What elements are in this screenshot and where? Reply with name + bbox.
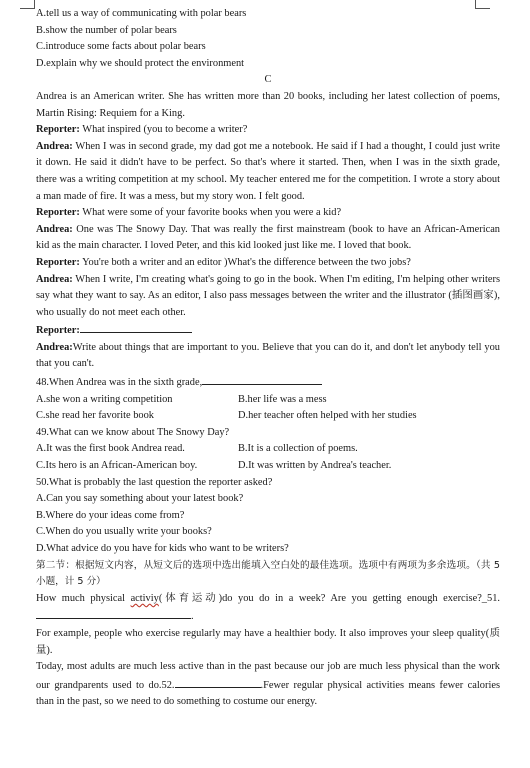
prev-option-d: D.explain why we should protect the environment	[36, 57, 245, 69]
speech-text: What inspired (you to become a writer?	[79, 124, 248, 136]
section-letter: C	[264, 74, 272, 86]
question-48-options-row-1	[36, 392, 500, 409]
question-48-stem: 48.When Andrea was in the sixth grade,	[36, 373, 500, 392]
option-a[interactable]: A.she won a writing competition	[36, 393, 173, 405]
speaker-label: Reporter:	[36, 124, 80, 136]
speech-text: One was The Snowy Day. That was really the first mainstream (book to have an African-American kid as the main character. I loved Peter, and this kid looked just like me. I loved that book.	[36, 223, 500, 252]
passage-paragraph-3: Today, most adults are much less active than in the past because our job are much less physical than the work our grandparents used to do.52. .Fewer regular physical activities means fewer calories than in the past, so we need to do something to costume our energy.	[36, 661, 500, 708]
question-50-stem: 50.What is probably the last question the reporter asked?	[36, 476, 273, 488]
option-a[interactable]: A.It was the first book Andrea read.	[36, 443, 185, 455]
speaker-label: Reporter:	[36, 325, 80, 337]
speech-text: Write about things that are important to you. Believe that you can do it, and don't let anybody tell you that you can't.	[36, 341, 500, 370]
question-49-options-row-2	[36, 458, 500, 475]
speech-text: When I was in second grade, my dad got me a notebook. He said if I had a thought, I could just write it down. He said it didn't have to be perfect. So that's where it started. Then, when I was in the sixth grade, there was a writing competition at my school. My teacher entered me for the competition. I wrote a story about a man made of fire. It was a mess, but my story won. I felt good.	[36, 140, 500, 202]
speaker-label: Andrea:	[36, 140, 73, 152]
interview-turn-4	[36, 222, 500, 255]
option-c[interactable]: C.she read her favorite book	[36, 410, 155, 422]
interview-turn-8	[36, 340, 500, 373]
interview-turn-3	[36, 205, 500, 222]
option-b[interactable]: B.Where do your ideas come from?	[36, 509, 185, 521]
crop-mark-right	[475, 0, 490, 9]
option-a[interactable]: A.Can you say something about your latest book?	[36, 493, 244, 505]
interview-turn-2	[36, 139, 500, 205]
option-c[interactable]: C.Its hero is an African-American boy.	[36, 460, 198, 472]
speaker-label: Reporter:	[36, 256, 80, 268]
speaker-label: Andrea:	[36, 223, 73, 235]
option-d[interactable]: D.What advice do you have for kids who want to be writers?	[36, 543, 289, 554]
speaker-label: Andrea:	[36, 341, 73, 353]
section-2-instructions: 第二节：根据短文内容，从短文后的选项中选出能填入空白处的最佳选项。选项中有两项为多余选项。（共 5 小题，计 5 分）	[36, 559, 500, 588]
answer-blank-52[interactable]	[175, 676, 261, 688]
speaker-label: Andrea:	[36, 273, 73, 285]
speech-text: You're both a writer and an editor )What's the difference between the two jobs?	[79, 256, 411, 268]
passage-paragraph-1: How much physical activiy(体育运动)do you do in a week? Are you getting enough exercise?_51..	[36, 592, 500, 623]
prev-option-a: A.tell us a way of communicating with polar bears	[36, 8, 247, 19]
option-d[interactable]: D.It was written by Andrea's teacher.	[238, 460, 392, 472]
crop-mark-left	[20, 0, 35, 9]
option-d[interactable]: D.her teacher often helped with her studies	[238, 410, 417, 422]
passage-paragraph-2: For example, people who exercise regularly may have a healthier body. It also improves your sleep quality(质量).	[36, 627, 500, 656]
speaker-label: Reporter:	[36, 207, 80, 219]
interview-turn-7	[36, 321, 500, 340]
interview-turn-6	[36, 272, 500, 322]
option-b[interactable]: B.her life was a mess	[238, 393, 327, 405]
option-b[interactable]: B.It is a collection of poems.	[238, 443, 358, 455]
misspelled-word: activiy	[130, 592, 159, 604]
intro-paragraph: Andrea is an American writer. She has written more than 20 books, including her latest collection of poems, Martin Rising: Requiem for a King.	[36, 90, 500, 119]
interview-turn-1	[36, 122, 500, 139]
interview-turn-5	[36, 255, 500, 272]
speech-text: What were some of your favorite books when you were a kid?	[79, 207, 342, 219]
question-49-stem: 49.What can we know about The Snowy Day?	[36, 426, 230, 438]
answer-blank-51[interactable]	[36, 607, 191, 619]
prev-option-b: B.show the number of polar bears	[36, 24, 177, 36]
option-c[interactable]: C.When do you usually write your books?	[36, 526, 212, 538]
speech-text: When I write, I'm creating what's going to go in the book. When I'm editing, I'm helping other writers say what they want to say. As an editor, I also pass messages between the writer and the illustrator (插图画家), who usually do not meet each other.	[36, 273, 500, 318]
prev-option-c: C.introduce some facts about polar bears	[36, 41, 206, 53]
answer-blank[interactable]	[80, 321, 192, 333]
answer-blank[interactable]	[202, 373, 322, 385]
question-48-options-row-2	[36, 408, 500, 425]
question-49-options-row-1	[36, 441, 500, 458]
